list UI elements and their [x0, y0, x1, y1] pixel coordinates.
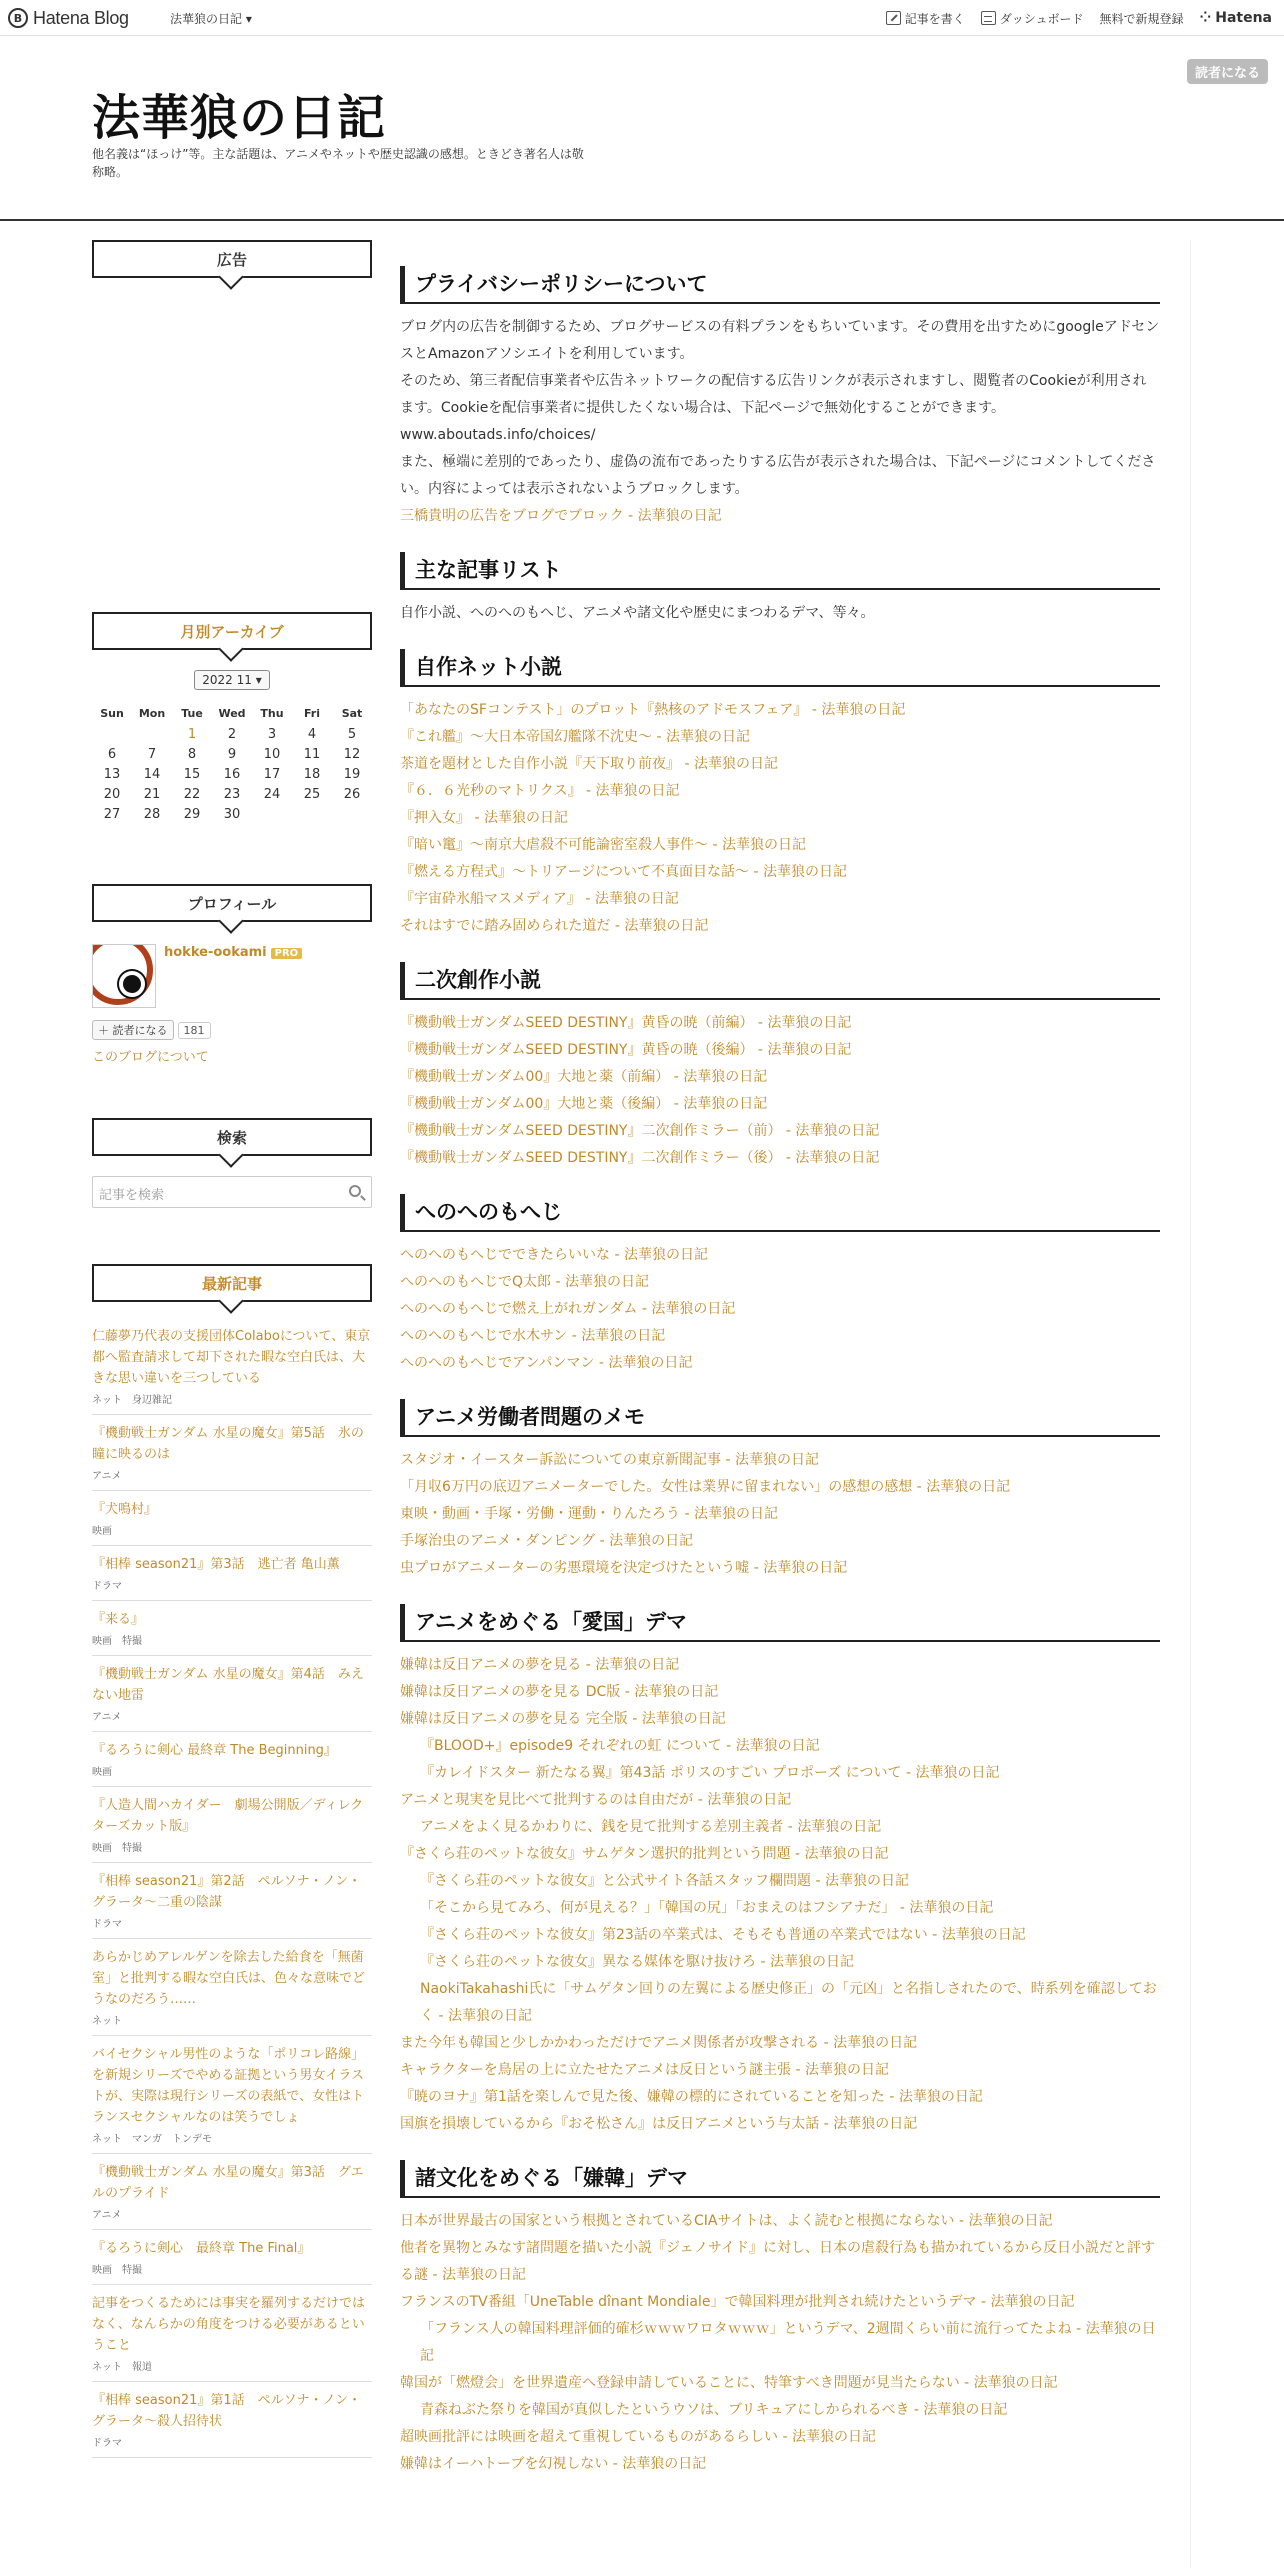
article-sections	[400, 649, 1190, 2478]
privacy-text-2: そのため、第三者配信事業者や広告ネットワークの配信する広告リンクが表示されますし、閲覧者のCookieが利用されます。Cookieを配信事業者に提供したくない場合は、下記ページで無効化することができます。	[400, 373, 1147, 416]
recent-article-category[interactable]: 映画 特撮	[92, 2265, 142, 2276]
article-link[interactable]: 嫌韓は反日アニメの夢を見る DC版 - 法華狼の日記	[400, 1684, 719, 1700]
article-link[interactable]: 日本が世界最古の国家という根拠とされているCIAサイトは、よく読むと根拠にならない - 法華狼の日記	[400, 2213, 1053, 2229]
major-section	[400, 552, 1190, 627]
article-link[interactable]: 『さくら荘のペットな彼女』と公式サイト各話スタッフ欄問題 - 法華狼の日記	[420, 1873, 909, 1889]
calendar-day: 25	[303, 786, 321, 802]
calendar-day: 7	[147, 746, 157, 762]
profile-name[interactable]: hokke-ookami	[164, 945, 267, 960]
calendar-week	[92, 744, 372, 764]
recent-article-title[interactable]: 『相棒 season21』第1話 ペルソナ・ノン・グラータ～殺人招待状	[92, 2393, 362, 2429]
section-heading: 二次創作小説	[400, 962, 1160, 1000]
recent-article-title[interactable]: 記事をつくるためには事実を羅列するだけではなく、なんらかの角度をつける必要があるということ	[92, 2296, 366, 2353]
recent-article-title[interactable]: 仁藤夢乃代表の支援団体Colaboについて、東京都へ監査請求して却下された暇な空白氏は、大きな思い違いを三つしている	[92, 1329, 371, 1386]
calendar-day: 12	[343, 746, 361, 762]
recent-article-item	[92, 2285, 372, 2382]
calendar-day: 5	[347, 726, 357, 742]
article-link[interactable]: 『暗い竃』〜南京大虐殺不可能論密室殺人事件〜 - 法華狼の日記	[400, 837, 806, 853]
blog-title[interactable]: 法華狼の日記	[92, 90, 387, 146]
article-link[interactable]: 『機動戦士ガンダム00』大地と薬（後編） - 法華狼の日記	[400, 1096, 768, 1112]
article-link[interactable]: 嫌韓は反日アニメの夢を見る - 法華狼の日記	[400, 1657, 680, 1673]
recent-article-category[interactable]: ドラマ	[92, 2438, 122, 2449]
calendar-weekday: Fri	[303, 706, 320, 720]
privacy-section	[400, 266, 1190, 530]
calendar-week	[92, 784, 372, 804]
article-link[interactable]: 『燃える方程式』〜トリアージについて不真面目な話〜 - 法華狼の日記	[400, 864, 847, 880]
hatena-menu-label: Hatena	[1215, 10, 1272, 26]
article-link[interactable]: スタジオ・イースター訴訟についての東京新聞記事 - 法華狼の日記	[400, 1452, 819, 1468]
recent-article-title[interactable]: 『機動戦士ガンダム 水星の魔女』第5話 氷の瞳に映るのは	[92, 1426, 364, 1462]
blog-description: 他名義は“ほっけ”等。主な話題は、アニメやネットや歴史認識の感想。ときどき著名人は敬称略。	[92, 147, 584, 179]
recent-article-category[interactable]: 映画	[92, 1526, 112, 1537]
article-link[interactable]: 国旗を損壊しているから『おそ松さん』は反日アニメという与太話 - 法華狼の日記	[400, 2116, 918, 2132]
article-link[interactable]: 他者を異物とみなす諸問題を描いた小説『ジェノサイド』に対し、日本の虐殺行為も描かれているから反日小説だと評する謎 - 法華狼の日記	[400, 2240, 1156, 2283]
recent-article-title[interactable]: 『来る』	[92, 1612, 145, 1627]
article-link[interactable]: へのへのもへじで水木サン - 法華狼の日記	[400, 1328, 666, 1344]
article-link[interactable]: フランスのTV番組「UneTable dînant Mondiale」で韓国料理が批判され続けたというデマ - 法華狼の日記	[400, 2294, 1075, 2310]
section-heading: アニメをめぐる「愛国」デマ	[400, 1604, 1160, 1642]
recent-article-category[interactable]: ドラマ	[92, 1919, 122, 1930]
article-link[interactable]: 嫌韓は反日アニメの夢を見る 完全版 - 法華狼の日記	[400, 1711, 726, 1727]
privacy-text-4: また、極端に差別的であったり、虚偽の流布であったりする広告が表示された場合は、下記ページにコメントしてください。内容によっては表示されないようブロックします。	[400, 454, 1156, 497]
section-heading: へのへのもへじ	[400, 1194, 1160, 1232]
recent-module-title[interactable]: 最新記事	[92, 1264, 372, 1302]
article-link[interactable]: 『機動戦士ガンダムSEED DESTINY』黄昏の暁（後編） - 法華狼の日記	[400, 1042, 852, 1058]
top-bar	[0, 0, 1284, 36]
archive-module-title[interactable]: 月別アーカイブ	[92, 612, 372, 650]
recent-article-item	[92, 1326, 372, 1415]
calendar-weekday: Sun	[100, 706, 124, 720]
calendar-day: 11	[303, 746, 321, 762]
calendar-day: 3	[267, 726, 277, 742]
dashboard-icon	[981, 11, 996, 25]
calendar-day: 27	[103, 806, 121, 822]
ad-module	[92, 240, 372, 278]
article-link[interactable]: 東映・動画・手塚・労働・運動・りんたろう - 法華狼の日記	[400, 1506, 778, 1522]
recent-article-title[interactable]: 『機動戦士ガンダム 水星の魔女』第4話 みえない地雷	[92, 1667, 364, 1703]
hatena-menu[interactable]	[1200, 10, 1273, 26]
calendar-day: 22	[183, 786, 201, 802]
article-link[interactable]: 『さくら荘のペットな彼女』第23話の卒業式は、そもそも普通の卒業式ではない - 法華狼の日記	[420, 1927, 1026, 1943]
calendar-week	[92, 764, 372, 784]
calendar-day: 24	[263, 786, 281, 802]
calendar-day: 16	[223, 766, 241, 782]
calendar-day	[92, 724, 132, 744]
write-article-link[interactable]	[886, 10, 965, 27]
pro-badge: PRO	[271, 948, 303, 959]
privacy-text-3: www.aboutads.info/choices/	[400, 427, 596, 443]
recent-list	[92, 1326, 372, 2458]
search-placeholder: 記事を検索	[99, 1188, 165, 1203]
calendar-week	[92, 724, 372, 744]
recent-article-item	[92, 2036, 372, 2154]
article-link[interactable]: 『これ艦』〜大日本帝国幻艦隊不沈史〜 - 法華狼の日記	[400, 729, 750, 745]
calendar-day: 26	[343, 786, 361, 802]
article-list-section	[400, 1399, 1190, 1582]
article-link[interactable]: アニメをよく見るかわりに、銭を見て批判する差別主義者 - 法華狼の日記	[420, 1819, 882, 1835]
article-link[interactable]: 『カレイドスター 新たなる翼』第43話 ポリスのすごい プロポーズ について - 法華狼の日記	[420, 1765, 1000, 1781]
recent-article-item	[92, 2382, 372, 2458]
calendar-weekday: Sat	[341, 706, 363, 720]
calendar-day: 18	[303, 766, 321, 782]
recent-article-item	[92, 1491, 372, 1546]
article-list-section	[400, 962, 1190, 1172]
calendar-day: 30	[223, 806, 241, 822]
search-icon[interactable]	[349, 1185, 361, 1197]
recent-article-item	[92, 1601, 372, 1656]
about-blog-link[interactable]: このブログについて	[92, 1050, 209, 1065]
recent-article-category[interactable]: 映画 特撮	[92, 1636, 142, 1647]
recent-article-title[interactable]: 『相棒 season21』第2話 ペルソナ・ノン・グラータ～二重の陰謀	[92, 1874, 362, 1910]
article-link[interactable]: 『さくら荘のペットな彼女』サムゲタン選択的批判という問題 - 法華狼の日記	[400, 1846, 889, 1862]
privacy-link[interactable]: 三橋貴明の広告をブログでブロック - 法華狼の日記	[400, 508, 722, 524]
recent-article-item	[92, 1546, 372, 1601]
subscribe-button[interactable]: 読者になる	[1187, 59, 1268, 84]
profile-subscribe-label: 読者になる	[112, 1024, 168, 1037]
recent-article-title[interactable]: 『犬鳴村』	[92, 1502, 158, 1517]
article-link[interactable]: 『暁のヨナ』第1話を楽しんで見た後、嫌韓の標的にされていることを知った - 法華狼の日記	[400, 2089, 983, 2105]
article-link[interactable]: 茶道を題材とした自作小説『天下取り前夜』 - 法華狼の日記	[400, 756, 778, 772]
calendar-day: 14	[143, 766, 161, 782]
calendar-day: 23	[223, 786, 241, 802]
article-link[interactable]: アニメと現実を見比べて批判するのは自由だが - 法華狼の日記	[400, 1792, 792, 1808]
section-heading: 諸文化をめぐる「嫌韓」デマ	[400, 2160, 1160, 2198]
search-input[interactable]	[92, 1176, 372, 1208]
article-link[interactable]: 『さくら荘のペットな彼女』異なる媒体を駆け抜けろ - 法華狼の日記	[420, 1954, 854, 1970]
article-link[interactable]: 「月収6万円の底辺アニメーターでした。女性は業界に留まれない」の感想の感想 - 法華狼の日記	[400, 1479, 1011, 1495]
subscriber-count[interactable]: 181	[178, 1022, 211, 1039]
recent-article-title[interactable]: 『るろうに剣心 最終章 The Beginning』	[92, 1743, 337, 1758]
write-article-label: 記事を書く	[904, 11, 965, 26]
recent-article-item	[92, 1939, 372, 2036]
calendar-day: 4	[307, 726, 317, 742]
article-link[interactable]: へのへのもへじでQ太郎 - 法華狼の日記	[400, 1274, 649, 1290]
blog-header	[0, 37, 1284, 221]
calendar-day	[332, 804, 372, 824]
recent-article-item	[92, 1415, 372, 1491]
article-link[interactable]: へのへのもへじでできたらいいな - 法華狼の日記	[400, 1247, 708, 1263]
recent-article-item	[92, 1656, 372, 1732]
calendar-day: 20	[103, 786, 121, 802]
profile-subscribe-button[interactable]: ＋ 読者になる	[92, 1020, 174, 1040]
article-list-section	[400, 1194, 1190, 1377]
article-link[interactable]: 青森ねぶた祭りを韓国が真似したというウソは、ブリキュアにしかられるべき - 法華狼の日記	[420, 2402, 1008, 2418]
calendar-day: 19	[343, 766, 361, 782]
recent-article-item	[92, 1863, 372, 1939]
recent-module	[92, 1264, 372, 2458]
section-heading: アニメ労働者問題のメモ	[400, 1399, 1160, 1437]
calendar-day: 6	[107, 746, 117, 762]
calendar-day: 15	[183, 766, 201, 782]
top-bar-actions	[886, 7, 1272, 29]
recent-article-category[interactable]: ドラマ	[92, 1581, 122, 1592]
article-link[interactable]: 韓国が「燃燈会」を世界遺産へ登録申請していることに、特筆すべき問題が見当たらない - 法華狼の日記	[400, 2375, 1058, 2391]
blog-menu-dropdown[interactable]: 法華狼の日記 ▾	[170, 12, 252, 26]
calendar-weekday: Tue	[181, 706, 203, 720]
calendar-day	[292, 804, 332, 824]
article-link[interactable]: キャラクターを鳥居の上に立たせたアニメは反日という謎主張 - 法華狼の日記	[400, 2062, 889, 2078]
calendar-day: 29	[183, 806, 201, 822]
recent-article-category[interactable]: アニメ	[92, 1471, 122, 1482]
article-link[interactable]: 『機動戦士ガンダムSEED DESTINY』二次創作ミラー（後） - 法華狼の日記	[400, 1150, 880, 1166]
article-link[interactable]: 嫌韓はイーハトーブを幻視しない - 法華狼の日記	[400, 2456, 707, 2472]
signup-link[interactable]: 無料で新規登録	[1099, 11, 1184, 26]
section-heading: 自作ネット小説	[400, 649, 1160, 687]
calendar-day: 9	[227, 746, 237, 762]
article-list-section	[400, 649, 1190, 940]
recent-article-item	[92, 2230, 372, 2285]
article-link[interactable]: それはすでに踏み固められた道だ - 法華狼の日記	[400, 918, 709, 934]
calendar-day: 2	[227, 726, 237, 742]
content-divider	[1190, 240, 1191, 2568]
archive-month-select[interactable]: 2022 11 ▾	[194, 670, 270, 690]
article-link[interactable]: 『宇宙砕氷船マスメディア』 - 法華狼の日記	[400, 891, 679, 907]
article-link[interactable]: 『機動戦士ガンダムSEED DESTINY』黄昏の暁（前編） - 法華狼の日記	[400, 1015, 852, 1031]
recent-article-title[interactable]: 『機動戦士ガンダム 水星の魔女』第3話 グエルのプライド	[92, 2165, 364, 2201]
article-link[interactable]: 『BLOOD+』episode9 それぞれの虹 について - 法華狼の日記	[420, 1738, 820, 1754]
profile-module	[92, 884, 372, 1065]
article-link[interactable]: また今年も韓国と少しかかわっただけでアニメ関係者が攻撃される - 法華狼の日記	[400, 2035, 918, 2051]
major-text: 自作小説、へのへのもへじ、アニメや諸文化や歴史にまつわるデマ、等々。	[400, 605, 875, 621]
profile-subscribe-row	[92, 1020, 372, 1040]
article-link[interactable]: 『機動戦士ガンダム00』大地と薬（前編） - 法華狼の日記	[400, 1069, 768, 1085]
privacy-text-1: ブログ内の広告を制御するため、ブログサービスの有料プランをもちいています。その費用を出すためにgoogleアドセンスとAmazonアソシエイトを利用しています。	[400, 319, 1160, 362]
article-link[interactable]: 「あなたのSFコンテスト」のプロット『熱核のアドモスフェア』 - 法華狼の日記	[400, 702, 906, 718]
calendar-day[interactable]: 1	[187, 726, 197, 742]
article-link[interactable]: 『押入女』 - 法華狼の日記	[400, 810, 568, 826]
article-link[interactable]: へのへのもへじで燃え上がれガンダム - 法華狼の日記	[400, 1301, 736, 1317]
recent-article-category[interactable]: ネット 報道	[92, 2362, 152, 2373]
dashboard-link[interactable]	[981, 10, 1084, 27]
calendar-day: 10	[263, 746, 281, 762]
calendar-week	[92, 804, 372, 824]
article-list-section	[400, 1604, 1190, 2138]
recent-article-category[interactable]: ネット	[92, 2016, 122, 2027]
recent-article-item	[92, 1787, 372, 1863]
article-link[interactable]: 『６．６光秒のマトリクス』 - 法華狼の日記	[400, 783, 680, 799]
recent-article-category[interactable]: ネット 身辺雑記	[92, 1395, 172, 1406]
calendar-weekday: Wed	[218, 706, 246, 720]
hatena-blog-logo[interactable]	[8, 6, 129, 30]
calendar-weekday: Mon	[138, 706, 166, 720]
article-link[interactable]: へのへのもへじでアンパンマン - 法華狼の日記	[400, 1355, 693, 1371]
recent-article-category[interactable]: アニメ	[92, 2210, 122, 2221]
calendar-weekday: Thu	[260, 706, 284, 720]
calendar-day: 21	[143, 786, 161, 802]
ad-module-title: 広告	[92, 240, 372, 278]
avatar[interactable]	[92, 944, 156, 1008]
edit-icon	[886, 11, 901, 25]
recent-article-category[interactable]: ネット マンガ トンデモ	[92, 2134, 212, 2145]
article-link[interactable]: 「フランス人の韓国料理評価的確杉ｗｗｗワロタｗｗｗ」というデマ、2週間くらい前に流行ってたよね - 法華狼の日記	[420, 2321, 1156, 2364]
search-module	[92, 1118, 372, 1208]
recent-article-title[interactable]: あらかじめアレルゲンを除去した給食を「無菌室」と批判する暇な空白氏は、色々な意味でどうなのだろう……	[92, 1950, 366, 2007]
article-link[interactable]: 『機動戦士ガンダムSEED DESTINY』二次創作ミラー（前） - 法華狼の日記	[400, 1123, 880, 1139]
recent-article-item	[92, 1732, 372, 1787]
hatena-blog-logo-text: Hatena Blog	[33, 7, 129, 28]
recent-article-title[interactable]: 『るろうに剣心 最終章 The Final』	[92, 2241, 311, 2256]
calendar-day: 28	[143, 806, 161, 822]
article-list-section	[400, 2160, 1190, 2478]
calendar-day: 8	[187, 746, 197, 762]
recent-article-category[interactable]: 映画 特撮	[92, 1843, 142, 1854]
main-content	[400, 240, 1190, 2488]
search-module-title: 検索	[92, 1118, 372, 1156]
article-link[interactable]: NaokiTakahashi氏に「サムゲタン回りの左翼による歴史修正」の「元凶」と名指しされたので、時系列を確認しておく - 法華狼の日記	[420, 1981, 1157, 2024]
profile-module-title: プロフィール	[92, 884, 372, 922]
article-link[interactable]: 「そこから見てみろ、何が見える？」「韓国の尻」「おまえのはフシアナだ」 - 法華狼の日記	[420, 1900, 994, 1916]
hatena-logo-icon: B	[8, 8, 28, 28]
privacy-heading: プライバシーポリシーについて	[400, 266, 1160, 304]
calendar-day	[132, 724, 172, 744]
dashboard-label: ダッシュボード	[999, 11, 1084, 26]
recent-article-title[interactable]: 『相棒 season21』第3話 逃亡者 亀山薫	[92, 1557, 340, 1572]
archive-calendar	[92, 702, 372, 824]
archive-module	[92, 612, 372, 824]
hatena-dots-icon: ⁘	[1199, 10, 1212, 26]
recent-article-category[interactable]: 映画	[92, 1767, 112, 1778]
recent-article-title[interactable]: バイセクシャル男性のような「ポリコレ路線」を新規シリーズでやめる証拠という男女イラストが、実際は現行シリーズの表紙で、女性はトランスセクシャルなのは笑うでしょ	[92, 2047, 365, 2125]
calendar-day: 13	[103, 766, 121, 782]
recent-article-title[interactable]: 『人造人間ハカイダー 劇場公開版／ディレクターズカット版』	[92, 1798, 364, 1834]
major-heading: 主な記事リスト	[400, 552, 1160, 590]
article-link[interactable]: 手塚治虫のアニメ・ダンピング - 法華狼の日記	[400, 1533, 694, 1549]
calendar-day: 17	[263, 766, 281, 782]
recent-article-item	[92, 2154, 372, 2230]
profile-card	[92, 944, 372, 1008]
article-link[interactable]: 超映画批評には映画を超えて重視しているものがあるらしい - 法華狼の日記	[400, 2429, 876, 2445]
calendar-day	[252, 804, 292, 824]
recent-article-category[interactable]: アニメ	[92, 1712, 122, 1723]
article-link[interactable]: 虫プロがアニメーターの劣悪環境を決定づけたという嘘 - 法華狼の日記	[400, 1560, 848, 1576]
